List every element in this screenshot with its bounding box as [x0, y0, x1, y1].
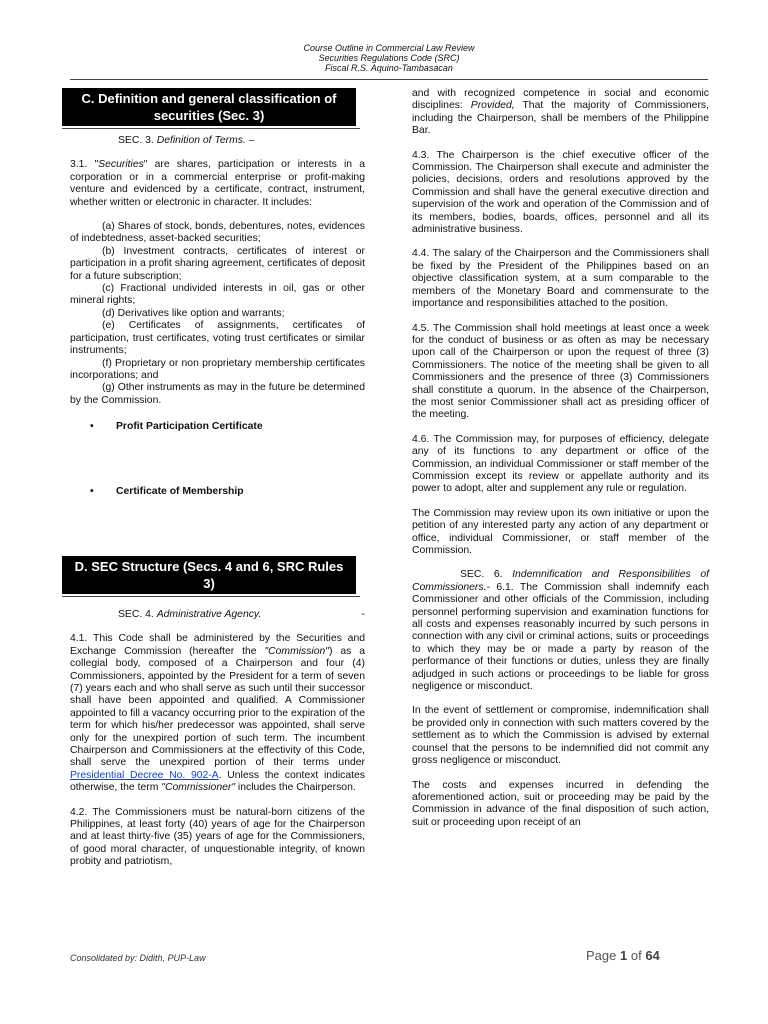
bullet-certificate-membership: • Certificate of Membership: [70, 486, 365, 498]
bullet-icon: •: [90, 421, 94, 433]
paragraph-settlement: In the event of settlement or compromise, indemnification shall be provided only in connection with such matters covered by the settlement as to which the Commission is advised by external counsel that the persons to be indemnified did not commit any gross negligence or misconduct.: [412, 705, 709, 767]
presidential-decree-link[interactable]: Presidential Decree No. 902-A: [70, 769, 219, 781]
section-d-heading: D. SEC Structure (Secs. 4 and 6, SRC Rules 3): [62, 556, 356, 594]
item-b: (b) Investment contracts, certificates of interest or participation in a profit sharing agreement, certificates of deposit for a future subscription;: [70, 245, 365, 282]
paragraph-3-1: 3.1. "Securities" are shares, participation or interests in a corporation or in a commercial enterprise or profit-making venture and evidenced by a certificate, contract, instrument, whether written or electronic in character. It includes:: [70, 159, 365, 208]
right-column: [412, 88, 709, 829]
bullet-profit-participation: • Profit Participation Certificate: [70, 421, 365, 433]
paragraph-review: The Commission may review upon its own initiative or upon the petition of any interested party any action of any department or office, individual Commissioner, or staff member of the Commission.: [412, 507, 709, 556]
item-c: (c) Fractional undivided interests in oil, gas or other mineral rights;: [70, 283, 365, 307]
left-column: [70, 88, 365, 869]
item-g: (g) Other instruments as may in the future be determined by the Commission.: [70, 382, 365, 406]
item-e: (e) Certificates of assignments, certificates of participation, trust certificates, voting trust certificates or similar instruments;: [70, 320, 365, 357]
header-divider: [70, 79, 708, 80]
paragraph-costs: The costs and expenses incurred in defending the aforementioned action, suit or proceeding may be paid by the Commission in advance of the final disposition of such action, suit or proceeding upon receipt of an: [412, 779, 709, 828]
paragraph-4-5: 4.5. The Commission shall hold meetings at least once a week for the conduct of business or as often as may be necessary upon call of the Chairperson or upon the request of three (3) Commissioners. The notice of the meeting shall be given to all Commissioners and the presence of three (3) Commissioners shall constitute a quorum. In the absence of the Chairperson, the most senior Commissioner shall act as presiding officer of the meeting.: [412, 322, 709, 421]
header-subject: Securities Regulations Code (SRC): [318, 53, 460, 63]
header-course-title: Course Outline in Commercial Law Review: [303, 43, 475, 53]
paragraph-4-6: 4.6. The Commission may, for purposes of efficiency, delegate any of its functions to any department or office of the Commission, an individual Commissioner or staff member of the Commission except its review or appellate authority and its power to adopt, alter and supplement any rule or regulation.: [412, 433, 709, 495]
sec3-heading: SEC. 3. Definition of Terms. –: [118, 135, 255, 146]
paragraph-4-2: 4.2. The Commissioners must be natural-born citizens of the Philippines, at least forty (40) years of age for the Chairperson and at least thirty-five (35) years of age for the Commissioners, of good moral character, of unquestionable integrity, of known probity and patriotism,: [70, 806, 365, 868]
item-f: (f) Proprietary or non proprietary membership certificates incorporations; and: [70, 357, 365, 381]
header-instructor: Fiscal R.S. Aquino-Tambasacan: [325, 63, 453, 73]
bullet-icon: •: [90, 485, 94, 497]
paragraph-4-3: 4.3. The Chairperson is the chief executive officer of the Commission. The Chairperson shall execute and administer the policies, decisions, orders and resolutions approved by the Commission and shall have the general executive direction and supervision of the work and operation of the Commission and of its members, bodies, boards, offices, personnel and all its administrative business.: [412, 149, 709, 236]
paragraph-4-1: 4.1. This Code shall be administered by the Securities and Exchange Commission (hereafter the "Commission") as a collegial body, composed of a Chairperson and four (4) Commissioners, appointed by the President for a term of seven (7) years each and who shall serve as such until their successor shall have been appointed and qualified. A Commissioner appointed to fill a vacancy occurring prior to the expiration of the term for which his/her predecessor was appointed, shall serve only for the unexpired portion of such term. The incumbent Chairperson and Commissioners at the effectivity of this Code, shall serve the unexpired portion of their terms under Presidential Decree No. 902-A. Unless the context indicates otherwise, the term "Commissioner" includes the Chairperson.: [70, 633, 365, 794]
section-c-heading: C. Definition and general classification of securities (Sec. 3): [62, 88, 356, 126]
document-header: [70, 43, 708, 73]
sec4-heading: SEC. 4. Administrative Agency. -: [118, 608, 365, 620]
sec6-paragraph: SEC. 6. Indemnification and Responsibilities of Commissioners.- 6.1. The Commission shall indemnify each Commissioner and other officials of the Commission, including personnel performing supervision and examination functions for all costs and expenses reasonably incurred by such persons in connection with any civil or criminal actions, suits or proceedings to which they may be or made a party by reason of the performance of their functions or duties, unless they are finally adjudged in such actions or proceedings to be liable for gross negligence or misconduct.: [412, 569, 709, 693]
paragraph-4-4: 4.4. The salary of the Chairperson and the Commissioners shall be fixed by the President of the Philippines based on an objective classification system, at a sum comparable to the members of the Monetary Board and commensurate to the importance and responsibilities attached to the position.: [412, 248, 709, 310]
paragraph-4-2-continued: and with recognized competence in social and economic disciplines: Provided, That the majority of Commissioners, including the Chairperson, shall be members of the Philippine Bar.: [412, 88, 709, 137]
item-a: (a) Shares of stock, bonds, debentures, notes, evidences of indebtedness, asset-backed securities;: [70, 221, 365, 245]
footer-consolidated-by: Consolidated by: Didith, PUP-Law: [70, 953, 206, 963]
item-d: (d) Derivatives like option and warrants;: [102, 307, 285, 319]
page-number: Page 1 of 64: [586, 948, 660, 963]
